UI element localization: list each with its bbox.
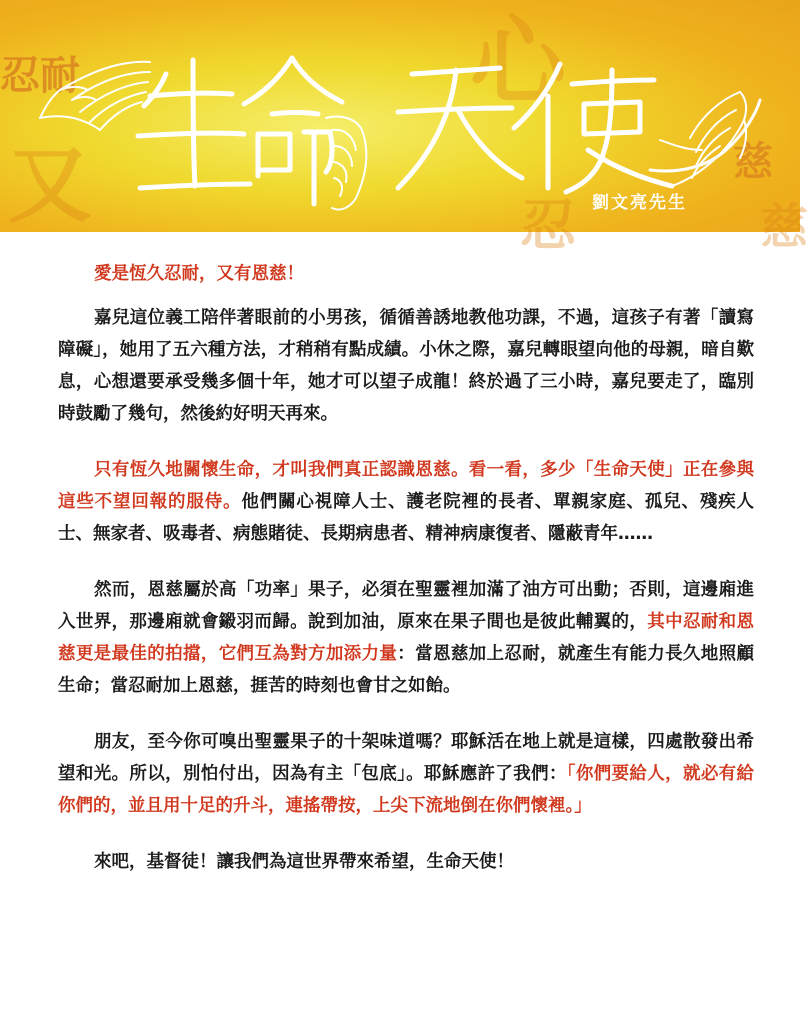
paragraph-text: ：當恩慈加上忍耐，就產生有能力長久地照顧生命；當忍耐加上恩慈，捱苦的時刻也會甘之如飴。 xyxy=(58,644,754,696)
header-banner xyxy=(0,0,808,259)
banner-bg-text: 忍 xyxy=(520,194,576,259)
highlighted-text: 只有恆久地關懷生命，才叫我們真正認識恩慈。看一看，多少「生命天使」正在參與這些不望回報的服侍。 xyxy=(58,460,754,512)
banner-bg-text: 又 xyxy=(8,136,93,234)
banner-bg-text: 慈 xyxy=(733,139,773,185)
paragraph-text: 然而，恩慈屬於高「功率」果子，必須在聖靈裡加滿了油方可出動；否則，這邊廂進入世界，那邊廂就會鎩羽而歸。說到加油，原來在果子間也是彼此輔翼的， xyxy=(58,580,754,632)
paragraph-text: 他們關心視障人士、護老院裡的長者、單親家庭、孤兒、殘疾人士、無家者、吸毒者、病態賭徒、長期病患者、精神病康復者、隱蔽青年…… xyxy=(58,492,755,544)
paragraph xyxy=(58,726,754,822)
paragraph xyxy=(58,574,754,702)
author-name: 劉文亮先生 xyxy=(592,193,687,213)
highlighted-text: 其中忍耐和恩慈更是最佳的拍擋，它們互為對方加添力量 xyxy=(58,612,755,664)
highlighted-quote: 「你們要給人，就必有給你們的，並且用十足的升斗，連搖帶按，上尖下流地倒在你們懷裡。」 xyxy=(58,764,755,816)
paragraph xyxy=(58,454,754,550)
paragraph xyxy=(58,302,754,430)
banner-bg-text: 忍耐 xyxy=(0,53,80,99)
banner-bg-text: 心 xyxy=(470,6,566,118)
paragraph-text: 來吧，基督徒！讓我們為這世界帶來希望，生命天使！ xyxy=(94,852,514,872)
paragraph xyxy=(58,846,754,878)
banner-bg-text: 慈 xyxy=(760,199,808,255)
article-body xyxy=(0,232,800,878)
paragraph-text: 嘉兒這位義工陪伴著眼前的小男孩，循循善誘地教他功課，不過，這孩子有著「讀寫障礙」，她用了五六種方法，才稍稍有點成績。小休之際，嘉兒轉眼望向他的母親，暗自歎息，心想還要承受幾多個十年，她才可以望子成龍！終於過了三小時，嘉兒要走了，臨別時鼓勵了幾句，然後約好明天再來。 xyxy=(58,308,754,424)
article-heading: 愛是恆久忍耐，又有恩慈！ xyxy=(94,264,304,284)
paragraph-text: 朋友，至今你可嗅出聖靈果子的十架味道嗎？耶穌活在地上就是這樣，四處散發出希望和光。所以，別怕付出，因為有主「包底」。耶穌應許了我們： xyxy=(58,732,754,784)
